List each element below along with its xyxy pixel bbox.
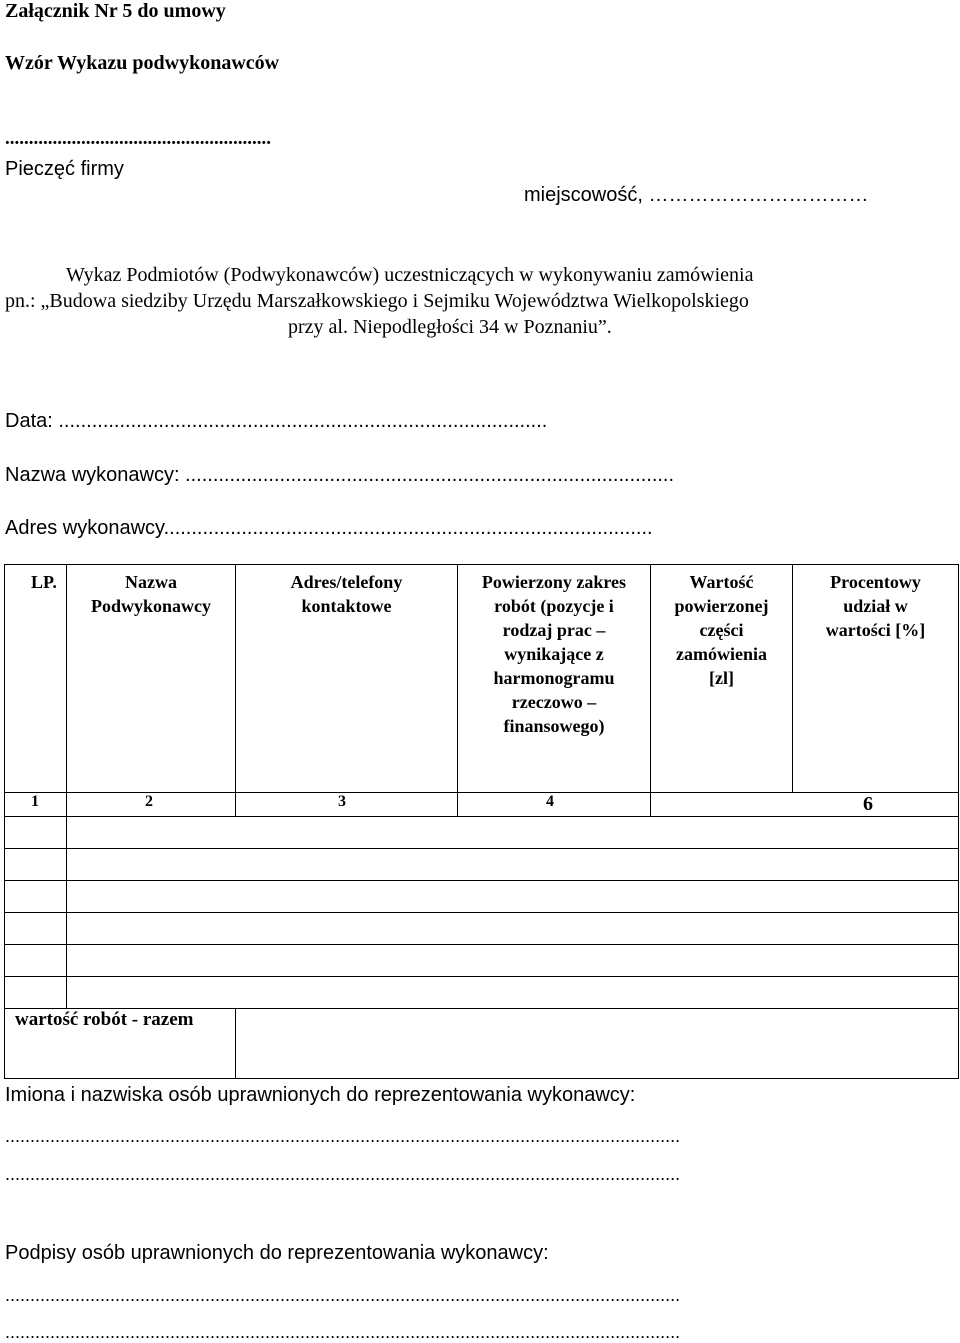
date-field: Data: ........................................................................................ <box>5 410 548 432</box>
number-cell: 2 <box>67 793 236 817</box>
header-scope: Powierzony zakres robót (pozycje i rodzaj prac – wynikające z harmonogramu rzeczowo – finansowego) <box>458 565 651 793</box>
table-row <box>5 977 959 1009</box>
table-row <box>5 881 959 913</box>
title-line-1: Wykaz Podmiotów (Podwykonawców) uczestniczących w wykonywaniu zamówienia <box>66 264 754 286</box>
header-address: Adres/telefony kontaktowe <box>236 565 458 793</box>
table-header-row <box>5 565 959 793</box>
representatives-line-2: ....................................................................................................................................... <box>5 1164 681 1184</box>
header-value: Wartość powierzonej części zamówienia [zl] <box>651 565 793 793</box>
place-field: miejscowość, …………………………… <box>524 184 869 206</box>
table-row <box>5 913 959 945</box>
header-subcontractor-name: Nazwa Podwykonawcy <box>67 565 236 793</box>
contractor-name-field: Nazwa wykonawcy: ........................................................................................ <box>5 464 675 486</box>
signatures-label: Podpisy osób uprawnionych do reprezentowania wykonawcy: <box>5 1242 549 1264</box>
table-number-row <box>5 793 959 817</box>
signatures-line-2: ....................................................................................................................................... <box>5 1322 681 1342</box>
header-lp: LP. <box>5 565 67 793</box>
subcontractors-table <box>4 564 959 1079</box>
table-row <box>5 849 959 881</box>
signatures-line-1: ....................................................................................................................................... <box>5 1285 681 1305</box>
contractor-address-field: Adres wykonawcy........................................................................................ <box>5 517 653 539</box>
total-label: wartość robót - razem <box>5 1009 236 1079</box>
form-title: Wzór Wykazu podwykonawców <box>5 52 280 74</box>
stamp-label: Pieczęć firmy <box>5 158 124 180</box>
table-row <box>5 817 959 849</box>
stamp-dots: ........................................................ <box>5 128 271 149</box>
header-percent: Procentowy udział w wartości [%] <box>793 565 959 793</box>
number-cell: 6 <box>651 793 959 817</box>
title-line-3: przy al. Niepodległości 34 w Poznaniu”. <box>288 316 612 338</box>
table-row <box>5 945 959 977</box>
annex-label: Załącznik Nr 5 do umowy <box>5 0 226 22</box>
number-cell: 4 <box>458 793 651 817</box>
total-value <box>236 1009 959 1079</box>
total-row <box>5 1009 959 1079</box>
representatives-label: Imiona i nazwiska osób uprawnionych do reprezentowania wykonawcy: <box>5 1084 636 1106</box>
title-line-2: pn.: „Budowa siedziby Urzędu Marszałkowskiego i Sejmiku Województwa Wielkopolskiego <box>5 290 749 312</box>
representatives-line-1: ....................................................................................................................................... <box>5 1126 681 1146</box>
number-cell: 1 <box>5 793 67 817</box>
number-cell: 3 <box>236 793 458 817</box>
